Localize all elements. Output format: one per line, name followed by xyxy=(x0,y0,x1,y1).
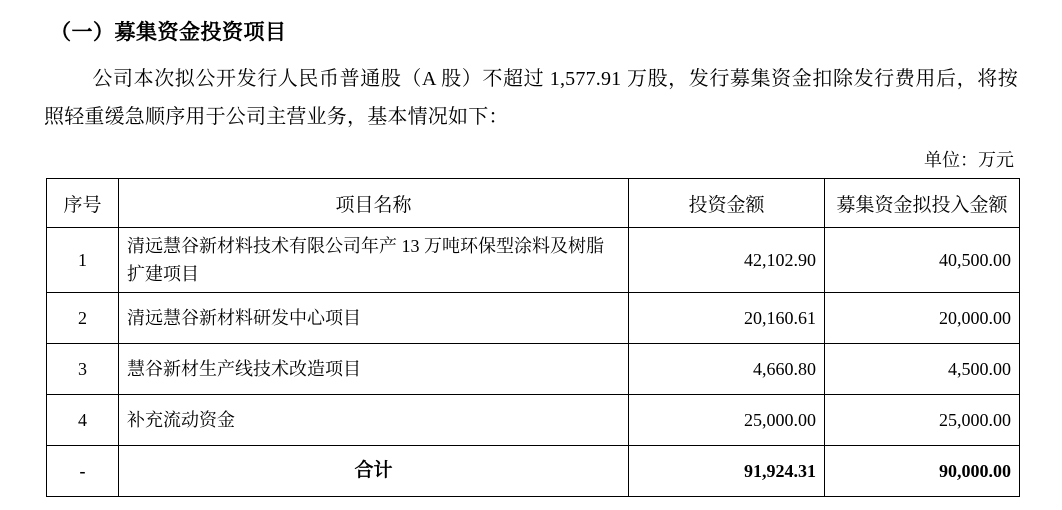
table-row xyxy=(47,228,1020,293)
table-header-row xyxy=(47,179,1020,228)
cell-raised: 4,500.00 xyxy=(825,344,1020,395)
cell-amount: 20,160.61 xyxy=(629,293,825,344)
cell-no: 3 xyxy=(47,344,119,395)
body-paragraph xyxy=(44,60,1018,136)
fund-investment-table xyxy=(46,178,1020,497)
cell-no: 2 xyxy=(47,293,119,344)
table-total-row xyxy=(47,446,1020,497)
cell-no: 4 xyxy=(47,395,119,446)
column-header-raised: 募集资金拟投入金额 xyxy=(825,179,1020,228)
cell-project-name: 补充流动资金 xyxy=(119,395,629,446)
cell-amount: 25,000.00 xyxy=(629,395,825,446)
cell-total-label: 合计 xyxy=(119,446,629,497)
cell-total-amount: 91,924.31 xyxy=(629,446,825,497)
cell-project-name: 慧谷新材生产线技术改造项目 xyxy=(119,344,629,395)
column-header-name: 项目名称 xyxy=(119,179,629,228)
table-row xyxy=(47,395,1020,446)
cell-project-name: 清远慧谷新材料研发中心项目 xyxy=(119,293,629,344)
column-header-no: 序号 xyxy=(47,179,119,228)
cell-project-name: 清远慧谷新材料技术有限公司年产 13 万吨环保型涂料及树脂扩建项目 xyxy=(119,228,629,293)
cell-no: 1 xyxy=(47,228,119,293)
cell-raised: 25,000.00 xyxy=(825,395,1020,446)
cell-amount: 42,102.90 xyxy=(629,228,825,293)
cell-no: - xyxy=(47,446,119,497)
table-row xyxy=(47,344,1020,395)
cell-total-raised: 90,000.00 xyxy=(825,446,1020,497)
unit-note: 单位：万元 xyxy=(924,150,1014,170)
table-row xyxy=(47,293,1020,344)
cell-amount: 4,660.80 xyxy=(629,344,825,395)
column-header-amount: 投资金额 xyxy=(629,179,825,228)
page-title: （一）募集资金投资项目 xyxy=(50,20,287,44)
paragraph-text: 公司本次拟公开发行人民币普通股（A 股）不超过 1,577.91 万股，发行募集资金扣除发行费用后，将按照轻重缓急顺序用于公司主营业务，基本情况如下： xyxy=(44,68,1018,128)
cell-raised: 40,500.00 xyxy=(825,228,1020,293)
cell-raised: 20,000.00 xyxy=(825,293,1020,344)
